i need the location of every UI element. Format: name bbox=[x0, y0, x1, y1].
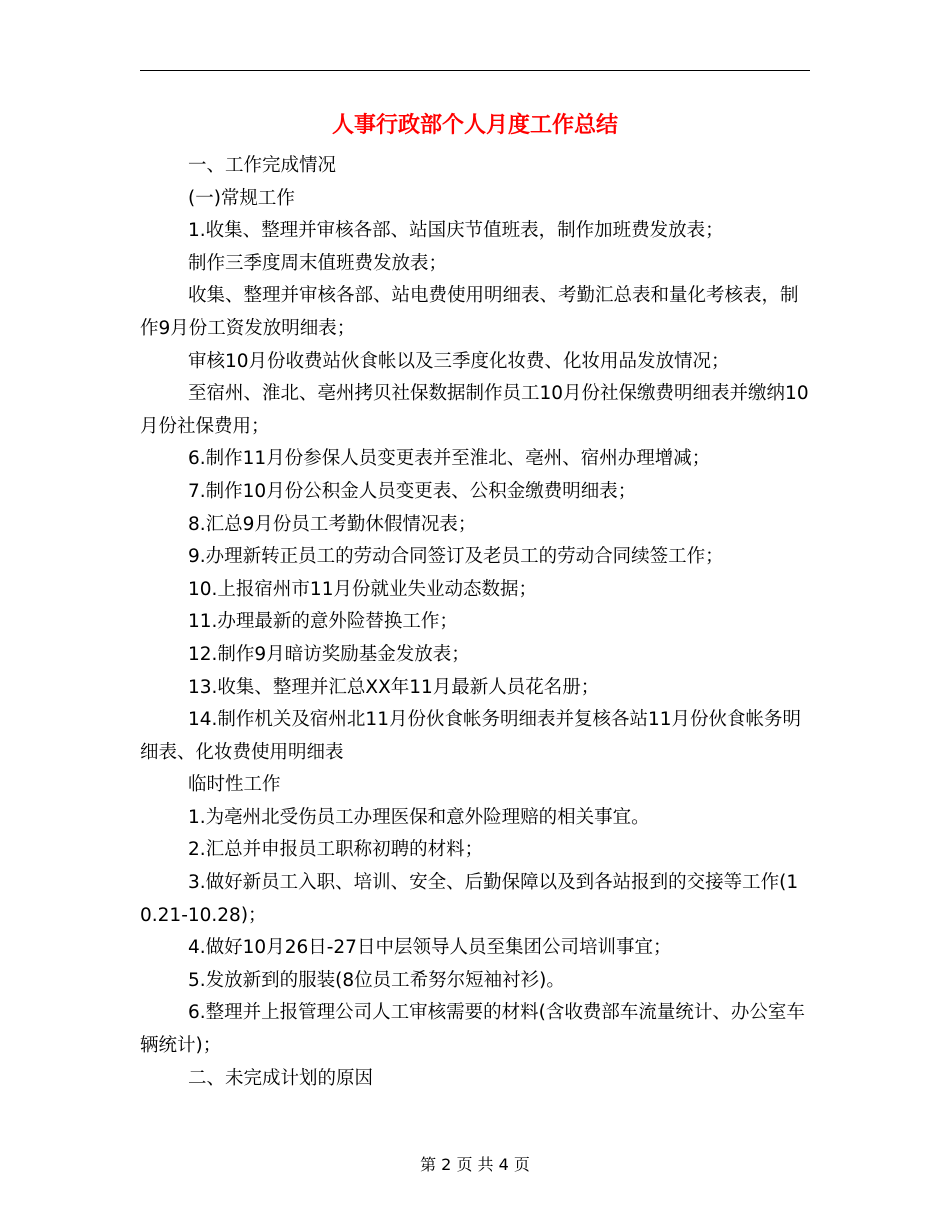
list-item: 收集、整理并审核各部、站电费使用明细表、考勤汇总表和量化考核表，制作9月份工资发放明细表； bbox=[140, 285, 799, 339]
list-item: 8.汇总9月份员工考勤休假情况表； bbox=[188, 513, 477, 535]
list-item: 5.发放新到的服装(8位员工希努尔短袖衬衫)。 bbox=[188, 969, 565, 991]
list-item: 1.为亳州北受伤员工办理医保和意外险理赔的相关事宜。 bbox=[188, 806, 650, 828]
list-item: 6.制作11月份参保人员变更表并至淮北、亳州、宿州办理增减； bbox=[188, 448, 711, 470]
list-item: 审核10月份收费站伙食帐以及三季度化妆费、化妆用品发放情况； bbox=[188, 350, 730, 372]
list-item: 10.上报宿州市11月份就业失业动态数据； bbox=[188, 578, 537, 600]
list-item: 4.做好10月26日-27日中层领导人员至集团公司培训事宜； bbox=[188, 937, 672, 959]
list-item: 12.制作9月暗访奖励基金发放表； bbox=[188, 643, 470, 665]
list-item: 14.制作机关及宿州北11月份伙食帐务明细表并复核各站11月份伙食帐务明细表、化妆费使用明细表 bbox=[140, 709, 802, 763]
subsection-heading-routine-work: (一)常规工作 bbox=[188, 187, 295, 209]
list-item: 7.制作10月份公积金人员变更表、公积金缴费明细表； bbox=[188, 480, 637, 502]
section-heading-completed-work: 一、工作完成情况 bbox=[188, 155, 337, 176]
header-rule bbox=[140, 70, 810, 71]
list-item: 11.办理最新的意外险替换工作； bbox=[188, 611, 458, 633]
page-number-footer: 第 2 页 共 4 页 bbox=[420, 1155, 530, 1174]
list-item: 6.整理并上报管理公司人工审核需要的材料(含收费部车流量统计、办公室车辆统计)； bbox=[140, 1002, 805, 1057]
document-title: 人事行政部个人月度工作总结 bbox=[331, 112, 618, 138]
list-item: 1.收集、整理并审核各部、站国庆节值班表，制作加班费发放表； bbox=[188, 220, 724, 242]
list-item: 9.办理新转正员工的劳动合同签订及老员工的劳动合同续签工作； bbox=[188, 546, 724, 568]
section-heading-incomplete-plan-reasons: 二、未完成计划的原因 bbox=[188, 1067, 374, 1089]
list-item: 2.汇总并申报员工职称初聘的材料； bbox=[188, 839, 484, 861]
document-body bbox=[140, 150, 810, 1095]
list-item: 制作三季度周末值班费发放表； bbox=[188, 252, 448, 274]
subsection-heading-temporary-work: 临时性工作 bbox=[188, 774, 281, 796]
list-item: 13.收集、整理并汇总XX年11月最新人员花名册； bbox=[188, 676, 600, 698]
list-item: 3.做好新员工入职、培训、安全、后勤保障以及到各站报到的交接等工作(10.21-10.28)； bbox=[140, 872, 799, 926]
list-item: 至宿州、淮北、亳州拷贝社保数据制作员工10月份社保缴费明细表并缴纳10月份社保费用； bbox=[140, 383, 809, 437]
